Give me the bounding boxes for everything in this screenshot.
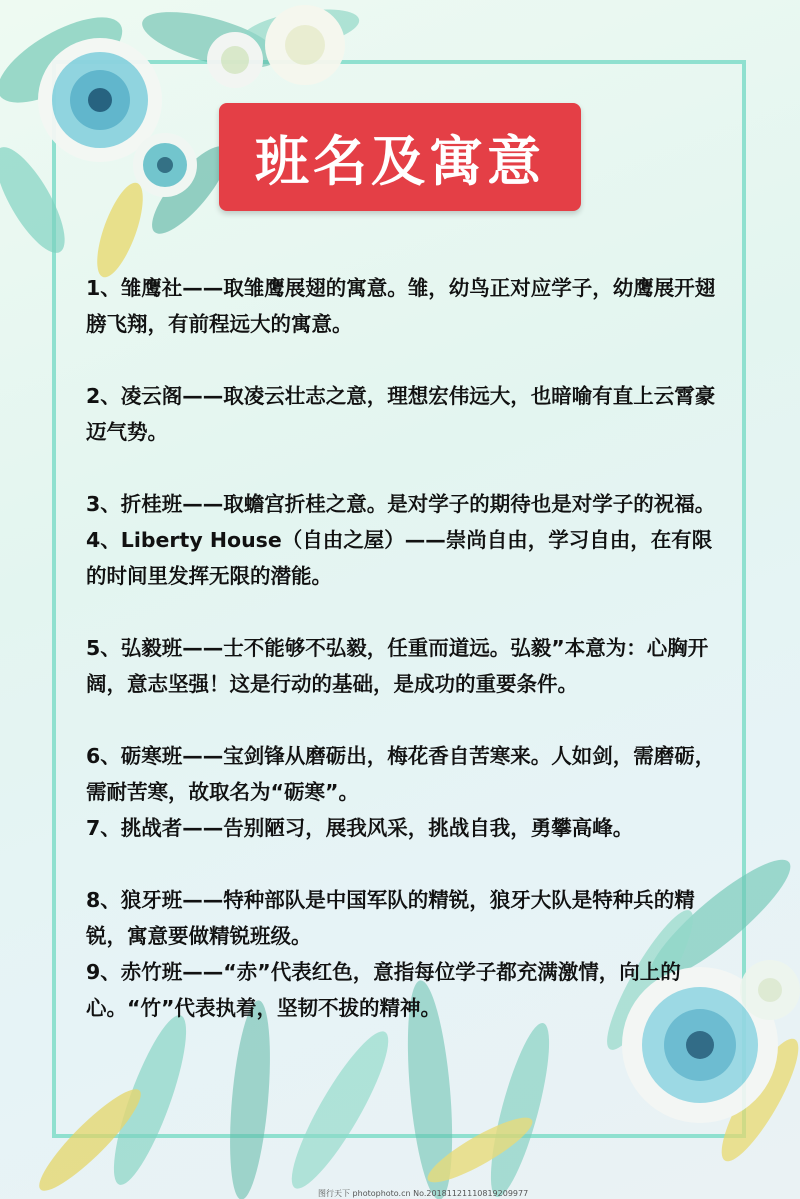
list-item: 6、砺寒班——宝剑锋从磨砺出，梅花香自苦寒来。人如剑，需磨砺，需耐苦寒，故取名为“砺寒”。: [86, 744, 716, 804]
list-item: 1、雏鹰社——取雏鹰展翅的寓意。雏，幼鸟正对应学子，幼鹰展开翅膀飞翔，有前程远大的寓意。: [86, 276, 716, 336]
list-item: 4、Liberty House（自由之屋）——崇尚自由，学习自由，在有限的时间里发挥无限的潜能。: [86, 528, 713, 588]
watermark-text: 图行天下 photophoto.cn No.20181121110819209977: [318, 1189, 529, 1198]
list-item: 8、狼牙班——特种部队是中国军队的精锐，狼牙大队是特种兵的精锐，寓意要做精锐班级。: [86, 888, 695, 948]
list-item: 9、赤竹班——“赤”代表红色，意指每位学子都充满激情，向上的心。“竹”代表执着，坚韧不拔的精神。: [86, 960, 681, 1020]
class-name-list: [86, 270, 722, 1026]
page-title: 班名及寓意: [255, 129, 545, 193]
title-banner: [219, 103, 581, 211]
list-item: 3、折桂班——取蟾宫折桂之意。是对学子的期待也是对学子的祝福。: [86, 492, 716, 516]
list-item: 7、挑战者——告别陋习，展我风采，挑战自我，勇攀高峰。: [86, 816, 634, 840]
list-item: 5、弘毅班——士不能够不弘毅，任重而道远。弘毅”本意为：心胸开阔，意志坚强！这是行动的基础，是成功的重要条件。: [86, 636, 709, 696]
list-item: 2、凌云阁——取凌云壮志之意，理想宏伟远大，也暗喻有直上云霄豪迈气势。: [86, 384, 716, 444]
